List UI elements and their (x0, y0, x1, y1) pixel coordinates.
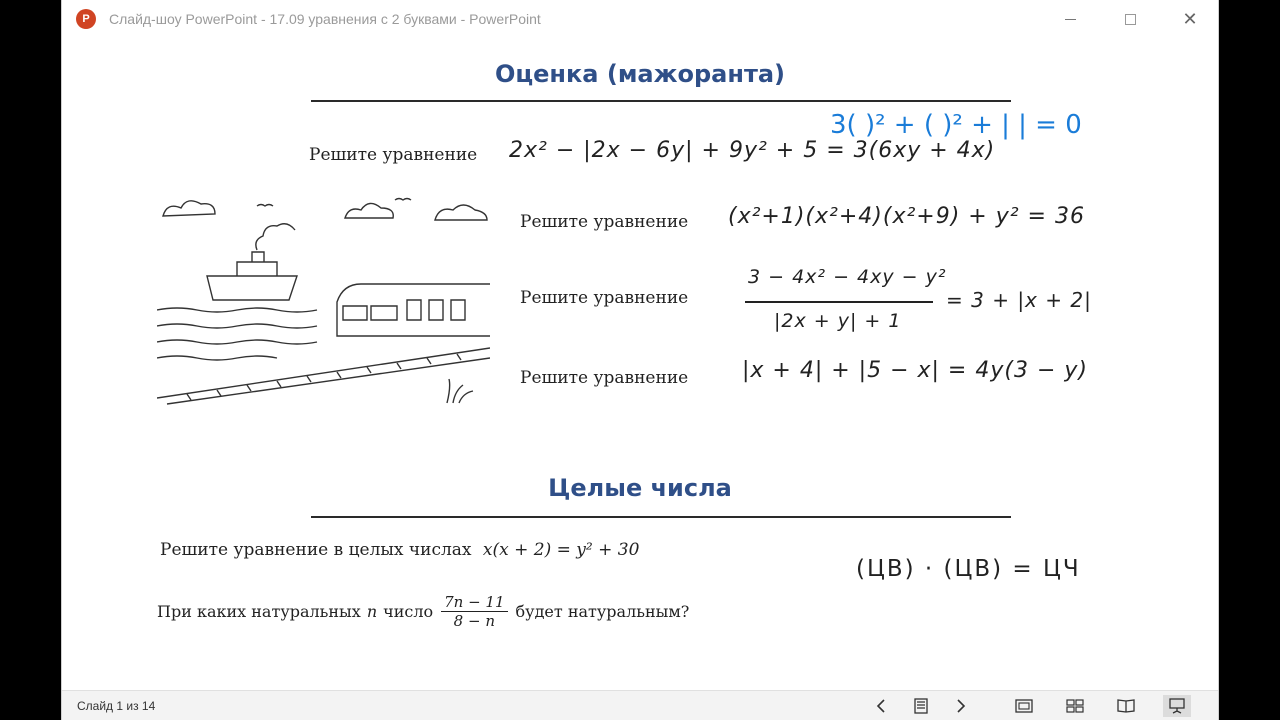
fraction-bar (745, 301, 933, 303)
slides-menu-icon (913, 698, 929, 714)
normal-view-icon (1015, 698, 1033, 714)
integer-problem-2-prefix: При каких натуральных (157, 602, 361, 621)
integer-problem-2-var: n (366, 602, 378, 621)
section-heading-integers: Целые числа (548, 474, 732, 502)
integer-problem-1-equation: x(x + 2) = y² + 30 (482, 540, 640, 560)
equation-3-rhs: = 3 + |x + 2| (946, 288, 1092, 312)
maximize-button[interactable] (1107, 4, 1153, 34)
window-title: Слайд-шоу PowerPoint - 17.09 уравнения с 2 буквами - PowerPoint (109, 11, 541, 27)
normal-view-button[interactable] (1010, 695, 1038, 717)
integer-problem-1-text: Решите уравнение в целых числах (160, 540, 472, 560)
slideshow-icon (1168, 698, 1186, 714)
slide-sorter-button[interactable] (1061, 695, 1089, 717)
problem-label-2: Решите уравнение (520, 212, 689, 232)
integer-problem-2-fraction (441, 593, 507, 630)
equation-1: 2x² − |2x − 6y| + 9y² + 5 = 3(6xy + 4x) (509, 138, 996, 163)
integer-problem-2-suffix: будет натуральным? (515, 602, 690, 621)
heading-underline-2 (311, 516, 1011, 518)
equation-4: |x + 4| + |5 − x| = 4y(3 − y) (742, 358, 1088, 383)
previous-slide-button[interactable] (867, 695, 895, 717)
cloud-icon (163, 201, 215, 216)
railway-track (157, 348, 490, 404)
next-slide-button[interactable] (947, 695, 975, 717)
reading-view-button[interactable] (1112, 695, 1140, 717)
slide-canvas[interactable] (62, 38, 1218, 690)
problem-label-1: Решите уравнение (309, 145, 478, 165)
title-bar (62, 0, 1218, 38)
slideshow-button[interactable] (1163, 695, 1191, 717)
problem-label-3: Решите уравнение (520, 288, 689, 308)
maximize-icon (1125, 14, 1136, 25)
ship-and-train-drawing (157, 188, 490, 408)
equation-3-numerator: 3 − 4x² − 4xy − y² (748, 266, 947, 288)
handwritten-note: (ЦВ) · (ЦВ) = ЦЧ (856, 556, 1081, 582)
integer-problem-1 (160, 540, 639, 560)
powerpoint-window (61, 0, 1219, 720)
cloud-icon (345, 203, 393, 218)
integer-problem-2 (157, 593, 689, 630)
close-button[interactable] (1167, 4, 1213, 34)
integer-problem-2-middle: число (383, 602, 434, 621)
status-bar (62, 690, 1218, 720)
minimize-button[interactable] (1047, 4, 1093, 34)
train-icon (337, 284, 490, 336)
fraction-numerator: 7n − 11 (444, 593, 505, 611)
slide-menu-button[interactable] (907, 695, 935, 717)
close-icon: ✕ (1182, 8, 1198, 30)
slide-counter: Слайд 1 из 14 (77, 699, 156, 713)
powerpoint-icon[interactable]: P (76, 9, 96, 29)
cloud-icon (435, 205, 487, 220)
heading-underline (311, 100, 1011, 102)
chevron-left-icon (875, 699, 887, 713)
fraction-denominator: 8 − n (453, 612, 495, 630)
reading-view-icon (1117, 698, 1135, 714)
equation-2: (x²+1)(x²+4)(x²+9) + y² = 36 (728, 204, 1085, 229)
ship-icon (207, 252, 297, 300)
section-heading-estimate: Оценка (мажоранта) (494, 60, 786, 88)
handwritten-annotation: 3( )² + ( )² + | | = 0 (830, 110, 1082, 140)
minimize-icon (1065, 19, 1076, 20)
equation-3-denominator: |2x + y| + 1 (774, 310, 902, 332)
slide-sorter-icon (1066, 698, 1084, 714)
problem-label-4: Решите уравнение (520, 368, 689, 388)
chevron-right-icon (955, 699, 967, 713)
